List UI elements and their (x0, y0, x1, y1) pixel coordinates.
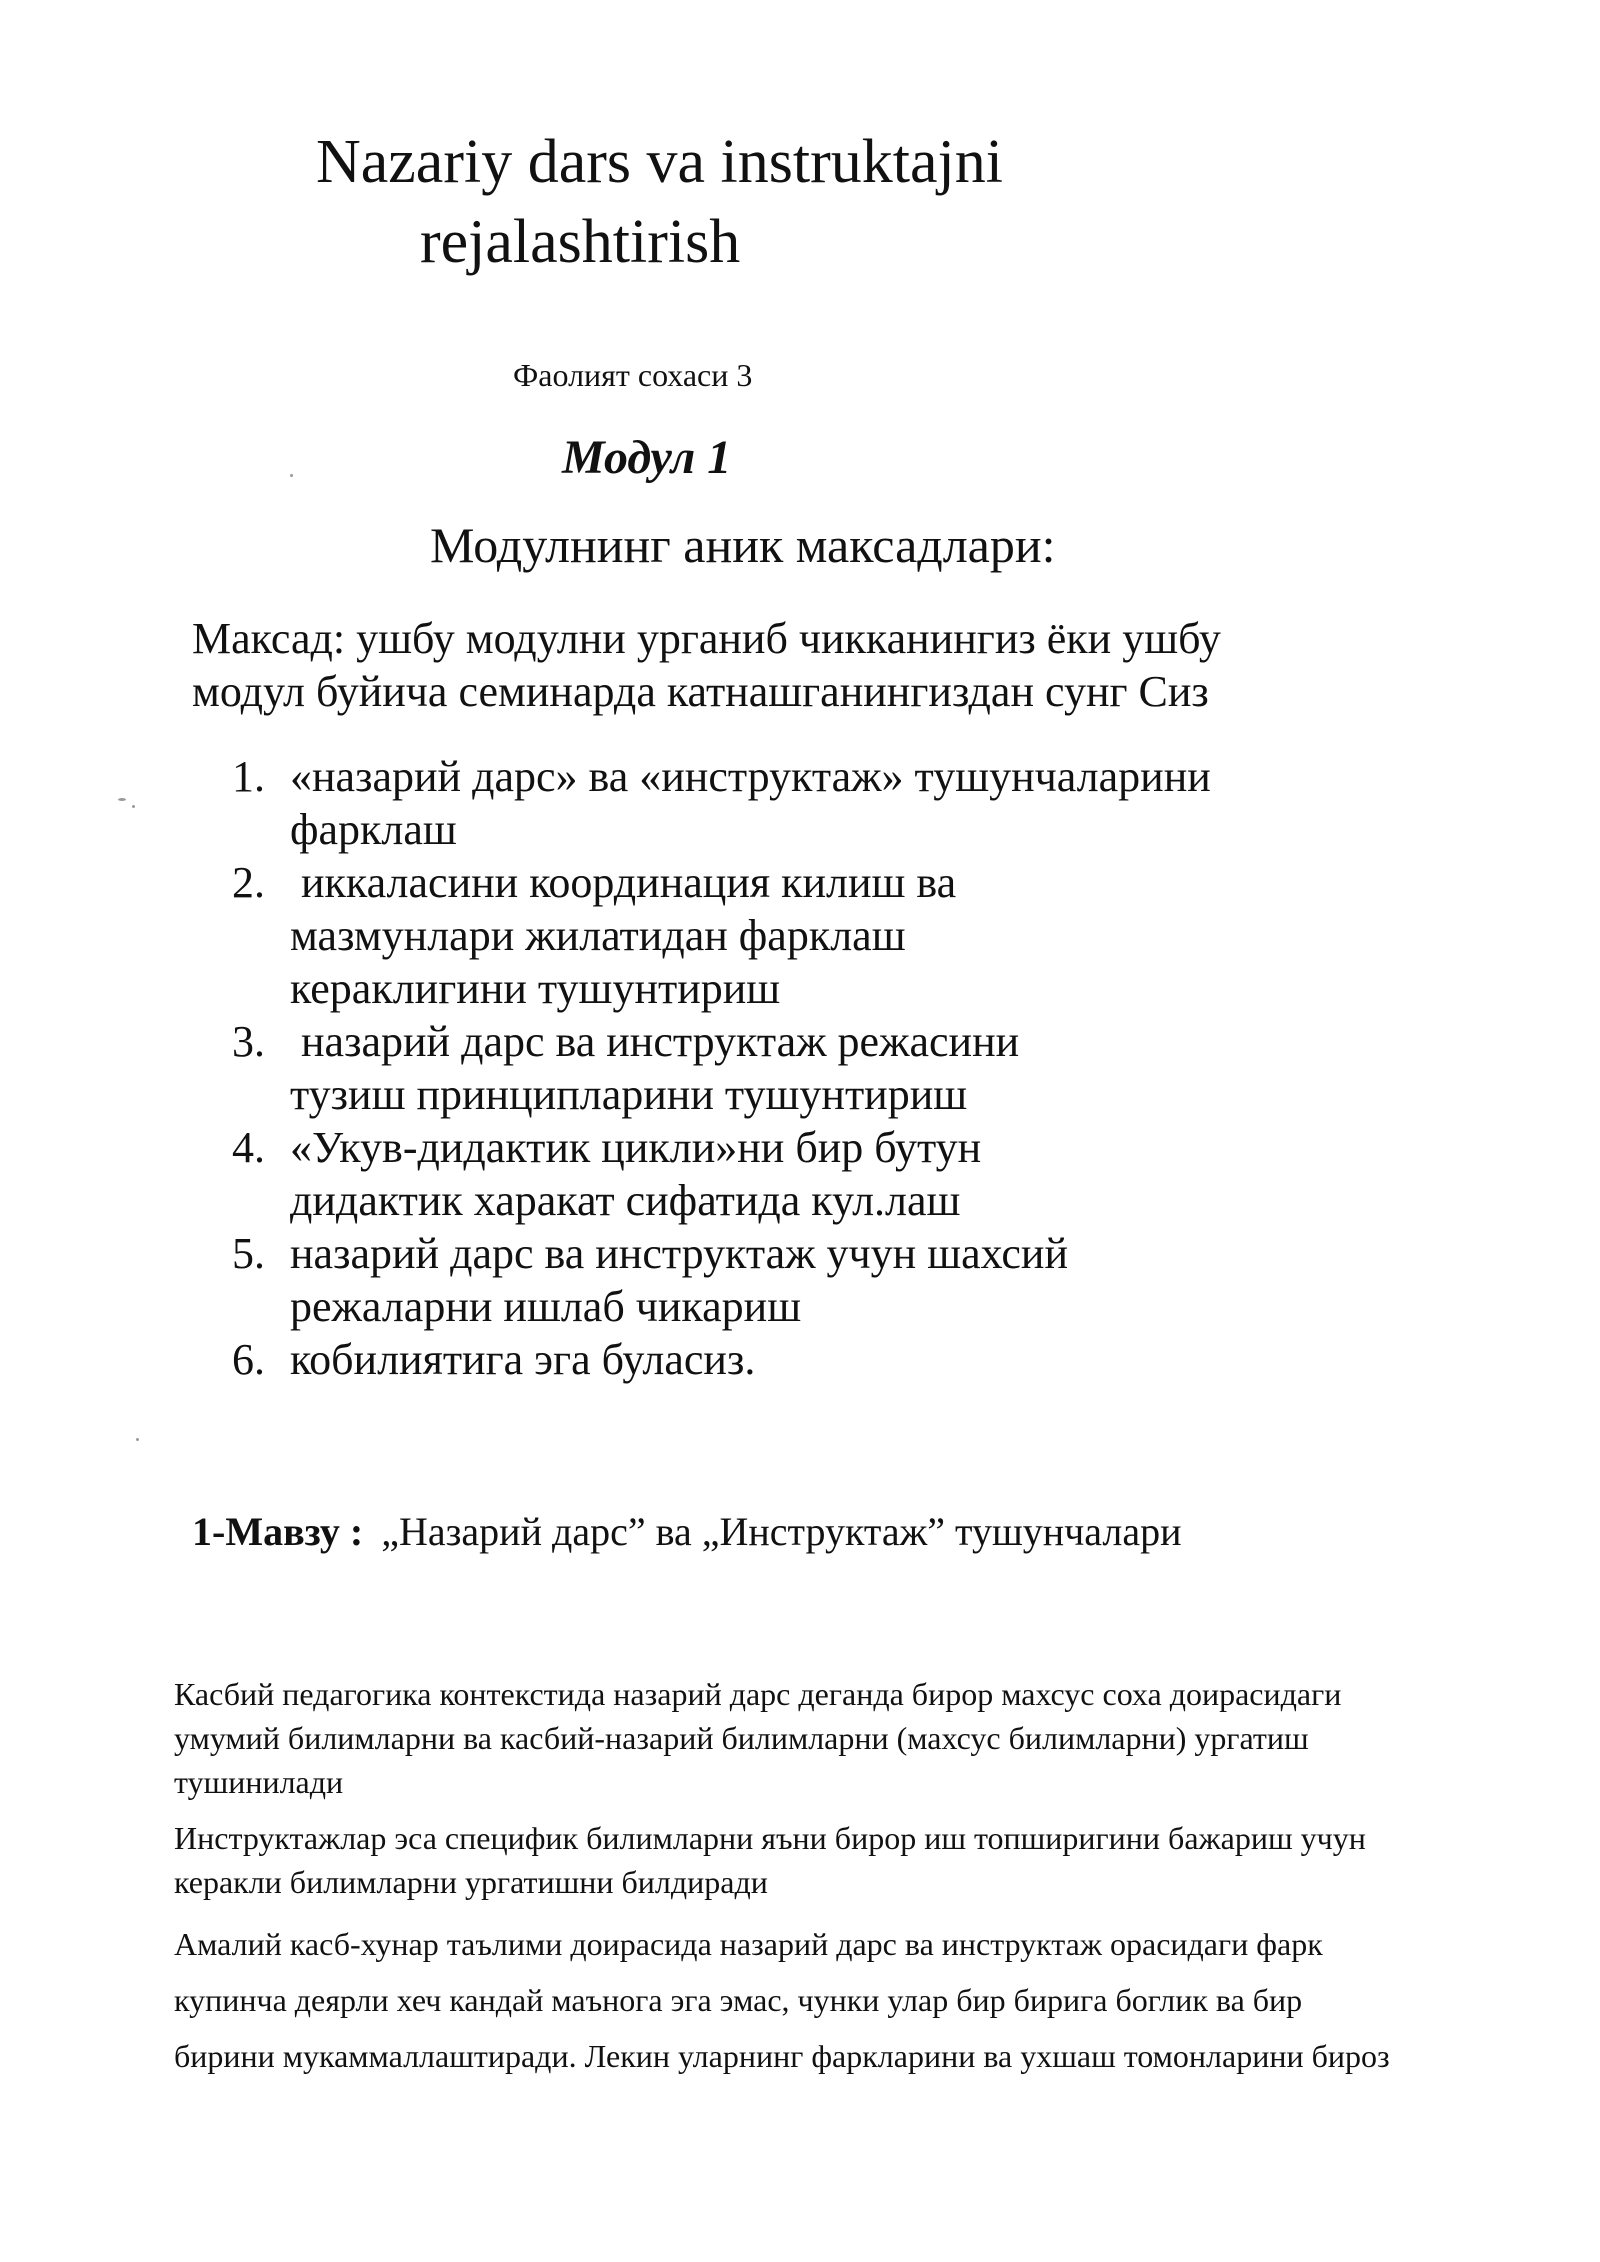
scan-speck (118, 798, 126, 801)
topic-title: „Назарий дарс” ва „Инструктаж” тушунчалари (381, 1509, 1182, 1554)
goal-line: Максад: ушбу модулни урганиб чикканингиз ёки ушбу (192, 614, 1221, 663)
module-label: Модул 1 (562, 431, 732, 484)
body-paragraph (174, 1672, 1534, 1804)
objective-number: 1. (232, 752, 265, 801)
activity-area-label: Фаолият сохаси 3 (513, 357, 753, 393)
body-line: Амалий касб-хунар таълими доирасида назарий дарс ва инструктаж орасидаги фарк (174, 1926, 1323, 1962)
objective-item (232, 750, 1211, 856)
objective-number: 2. (232, 858, 265, 907)
objective-text: мазмунлари жилатидан фарклаш (290, 911, 906, 960)
objective-text: кераклигини тушунтириш (290, 964, 781, 1013)
objective-item (232, 1121, 1211, 1227)
objective-text: дидактик харакат сифатида кул.лаш (290, 1176, 961, 1225)
topic-label: 1-Мавзу : (192, 1509, 364, 1554)
goal-statement (192, 612, 1452, 718)
body-line: бирини мукаммаллаштиради. Лекин уларнинг фаркларини ва ухшаш томонларини бироз (174, 2038, 1390, 2074)
objective-text: «Укув-дидактик цикли»ни бир бутун (290, 1123, 982, 1172)
objective-item (232, 1015, 1211, 1121)
topic-heading (192, 1508, 1182, 1555)
objectives-heading: Модулнинг аник максадлари: (430, 517, 1056, 573)
body-line: умумий билимларни ва касбий-назарий билимларни (махсус билимларни) ургатиш (174, 1720, 1309, 1756)
objectives-list (232, 750, 1211, 1386)
body-line: тушинилади (174, 1764, 344, 1800)
scan-speck (136, 1438, 139, 1441)
body-paragraph (174, 1916, 1534, 2084)
objective-text: назарий дарс ва инструктаж режасини (290, 1017, 1020, 1066)
objective-text: тузиш принципларини тушунтириш (290, 1070, 968, 1119)
objective-text: назарий дарс ва инструктаж учун шахсий (290, 1229, 1068, 1278)
objective-text: «назарий дарс» ва «инструктаж» тушунчаларини (290, 752, 1211, 801)
goal-line: модул буйича семинарда катнашганингиздан сунг Сиз (192, 667, 1209, 716)
objective-item (232, 856, 1211, 1015)
body-text (174, 1672, 1534, 2096)
body-line: керакли билимларни ургатишни билдиради (174, 1864, 768, 1900)
body-line: купинча деярли хеч кандай маънога эга эмас, чунки улар бир бирига боглик ва бир (174, 1982, 1303, 2018)
objective-item (232, 1227, 1211, 1333)
objective-item (232, 1333, 1211, 1386)
objective-text: фарклаш (290, 805, 457, 854)
objective-text: кобилиятига эга буласиз. (290, 1335, 756, 1384)
body-line: Инструктажлар эса специфик билимларни яъни бирор иш топширигини бажариш учун (174, 1820, 1366, 1856)
objective-number: 5. (232, 1229, 265, 1278)
body-line: Касбий педагогика контекстида назарий дарс деганда бирор махсус соха доирасидаги (174, 1676, 1342, 1712)
scan-speck (290, 474, 293, 477)
document-title-line-1: Nazariy dars va instruktajni (316, 128, 1003, 196)
body-paragraph (174, 1816, 1534, 1904)
objective-number: 6. (232, 1335, 265, 1384)
objective-text: режаларни ишлаб чикариш (290, 1282, 802, 1331)
objective-text: иккаласини координация килиш ва (290, 858, 957, 907)
objective-number: 4. (232, 1123, 265, 1172)
objective-number: 3. (232, 1017, 265, 1066)
scan-speck (132, 805, 135, 808)
document-title-line-2: rejalashtirish (420, 208, 741, 276)
